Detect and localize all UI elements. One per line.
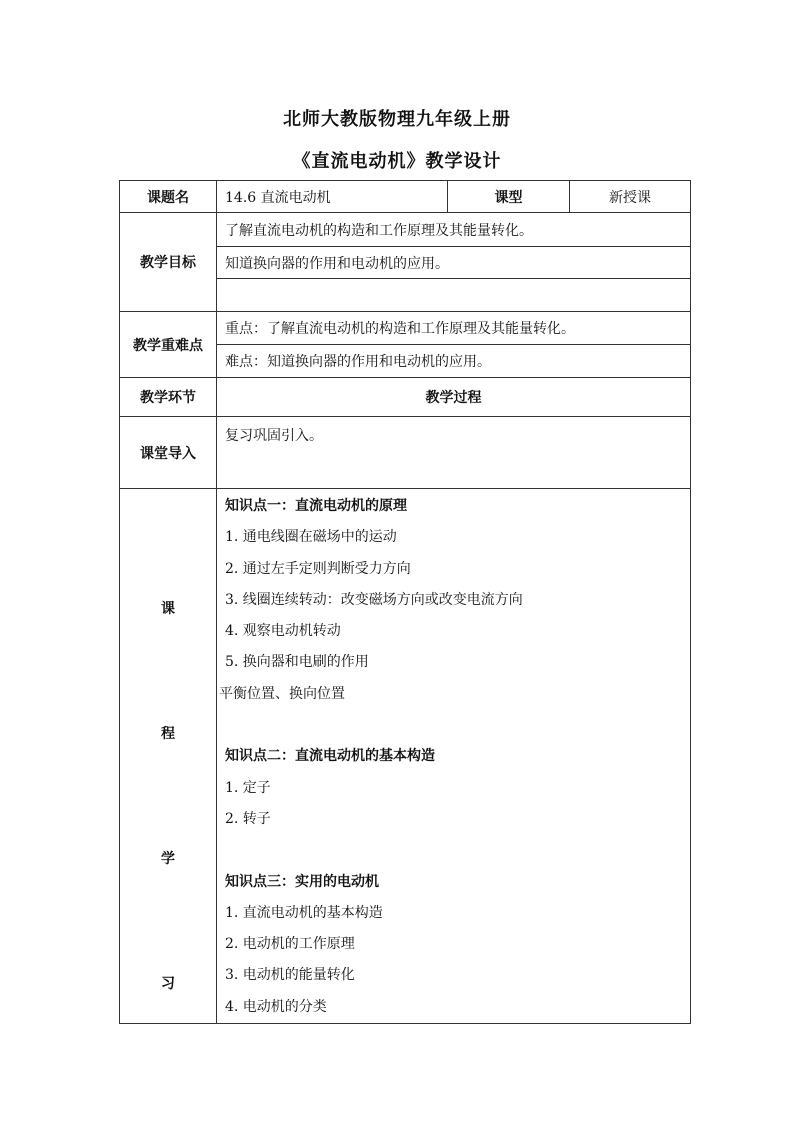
type-label: 课型 xyxy=(448,181,570,213)
document-subtitle: 《直流电动机》教学设计 xyxy=(292,151,502,172)
process-line xyxy=(225,710,682,741)
process-line: 4. 电动机的分类 xyxy=(225,998,327,1015)
difficult-point: 难点：知道换向器的作用和电动机的应用。 xyxy=(217,345,691,378)
process-content xyxy=(217,489,691,1024)
keypoints-label: 教学重难点 xyxy=(120,312,217,378)
topic-label: 课题名 xyxy=(120,181,217,213)
key-point: 重点：了解直流电动机的构造和工作原理及其能量转化。 xyxy=(217,312,691,345)
learning-label-char: 程 xyxy=(161,726,175,743)
goal-item: 了解直流电动机的构造和工作原理及其能量转化。 xyxy=(217,213,691,247)
process-line: 平衡位置、换向位置 xyxy=(219,685,345,702)
knowledge-point-heading: 知识点一：直流电动机的原理 xyxy=(225,498,407,514)
topic-value: 14.6 直流电动机 xyxy=(217,181,448,213)
process-line: 4. 观察电动机转动 xyxy=(225,623,341,640)
topic-row xyxy=(120,181,691,213)
goals-label: 教学目标 xyxy=(120,213,217,312)
process-line: 2. 转子 xyxy=(225,810,271,827)
type-value: 新授课 xyxy=(570,181,691,213)
document-title: 北师大教版物理九年级上册 xyxy=(283,109,511,130)
lesson-plan-table xyxy=(119,180,691,1024)
process-line: 5. 换向器和电刷的作用 xyxy=(225,654,369,671)
knowledge-point-heading: 知识点二：直流电动机的基本构造 xyxy=(225,748,435,765)
process-line: 1. 定子 xyxy=(225,779,271,796)
process-header: 教学过程 xyxy=(217,378,691,417)
knowledge-point-heading: 知识点三：实用的电动机 xyxy=(225,873,379,890)
learning-label-char: 习 xyxy=(161,976,175,993)
goal-item: 知道换向器的作用和电动机的应用。 xyxy=(217,247,691,279)
process-line: 1. 通电线圈在磁场中的运动 xyxy=(225,529,397,546)
intro-label: 课堂导入 xyxy=(120,417,217,489)
process-line: 1. 直流电动机的基本构造 xyxy=(225,904,383,921)
process-line xyxy=(225,835,682,866)
goal-item xyxy=(217,279,691,312)
process-line: 2. 通过左手定则判断受力方向 xyxy=(225,560,411,577)
process-line: 3. 电动机的能量转化 xyxy=(225,967,355,984)
learning-label-char: 学 xyxy=(161,851,175,868)
learning-label-char: 课 xyxy=(161,601,175,618)
stage-header: 教学环节 xyxy=(120,378,217,417)
intro-text: 复习巩固引入。 xyxy=(217,417,691,489)
learning-label xyxy=(120,489,217,1024)
process-line: 2. 电动机的工作原理 xyxy=(225,936,355,953)
process-line: 3. 线圈连续转动：改变磁场方向或改变电流方向 xyxy=(225,591,523,608)
